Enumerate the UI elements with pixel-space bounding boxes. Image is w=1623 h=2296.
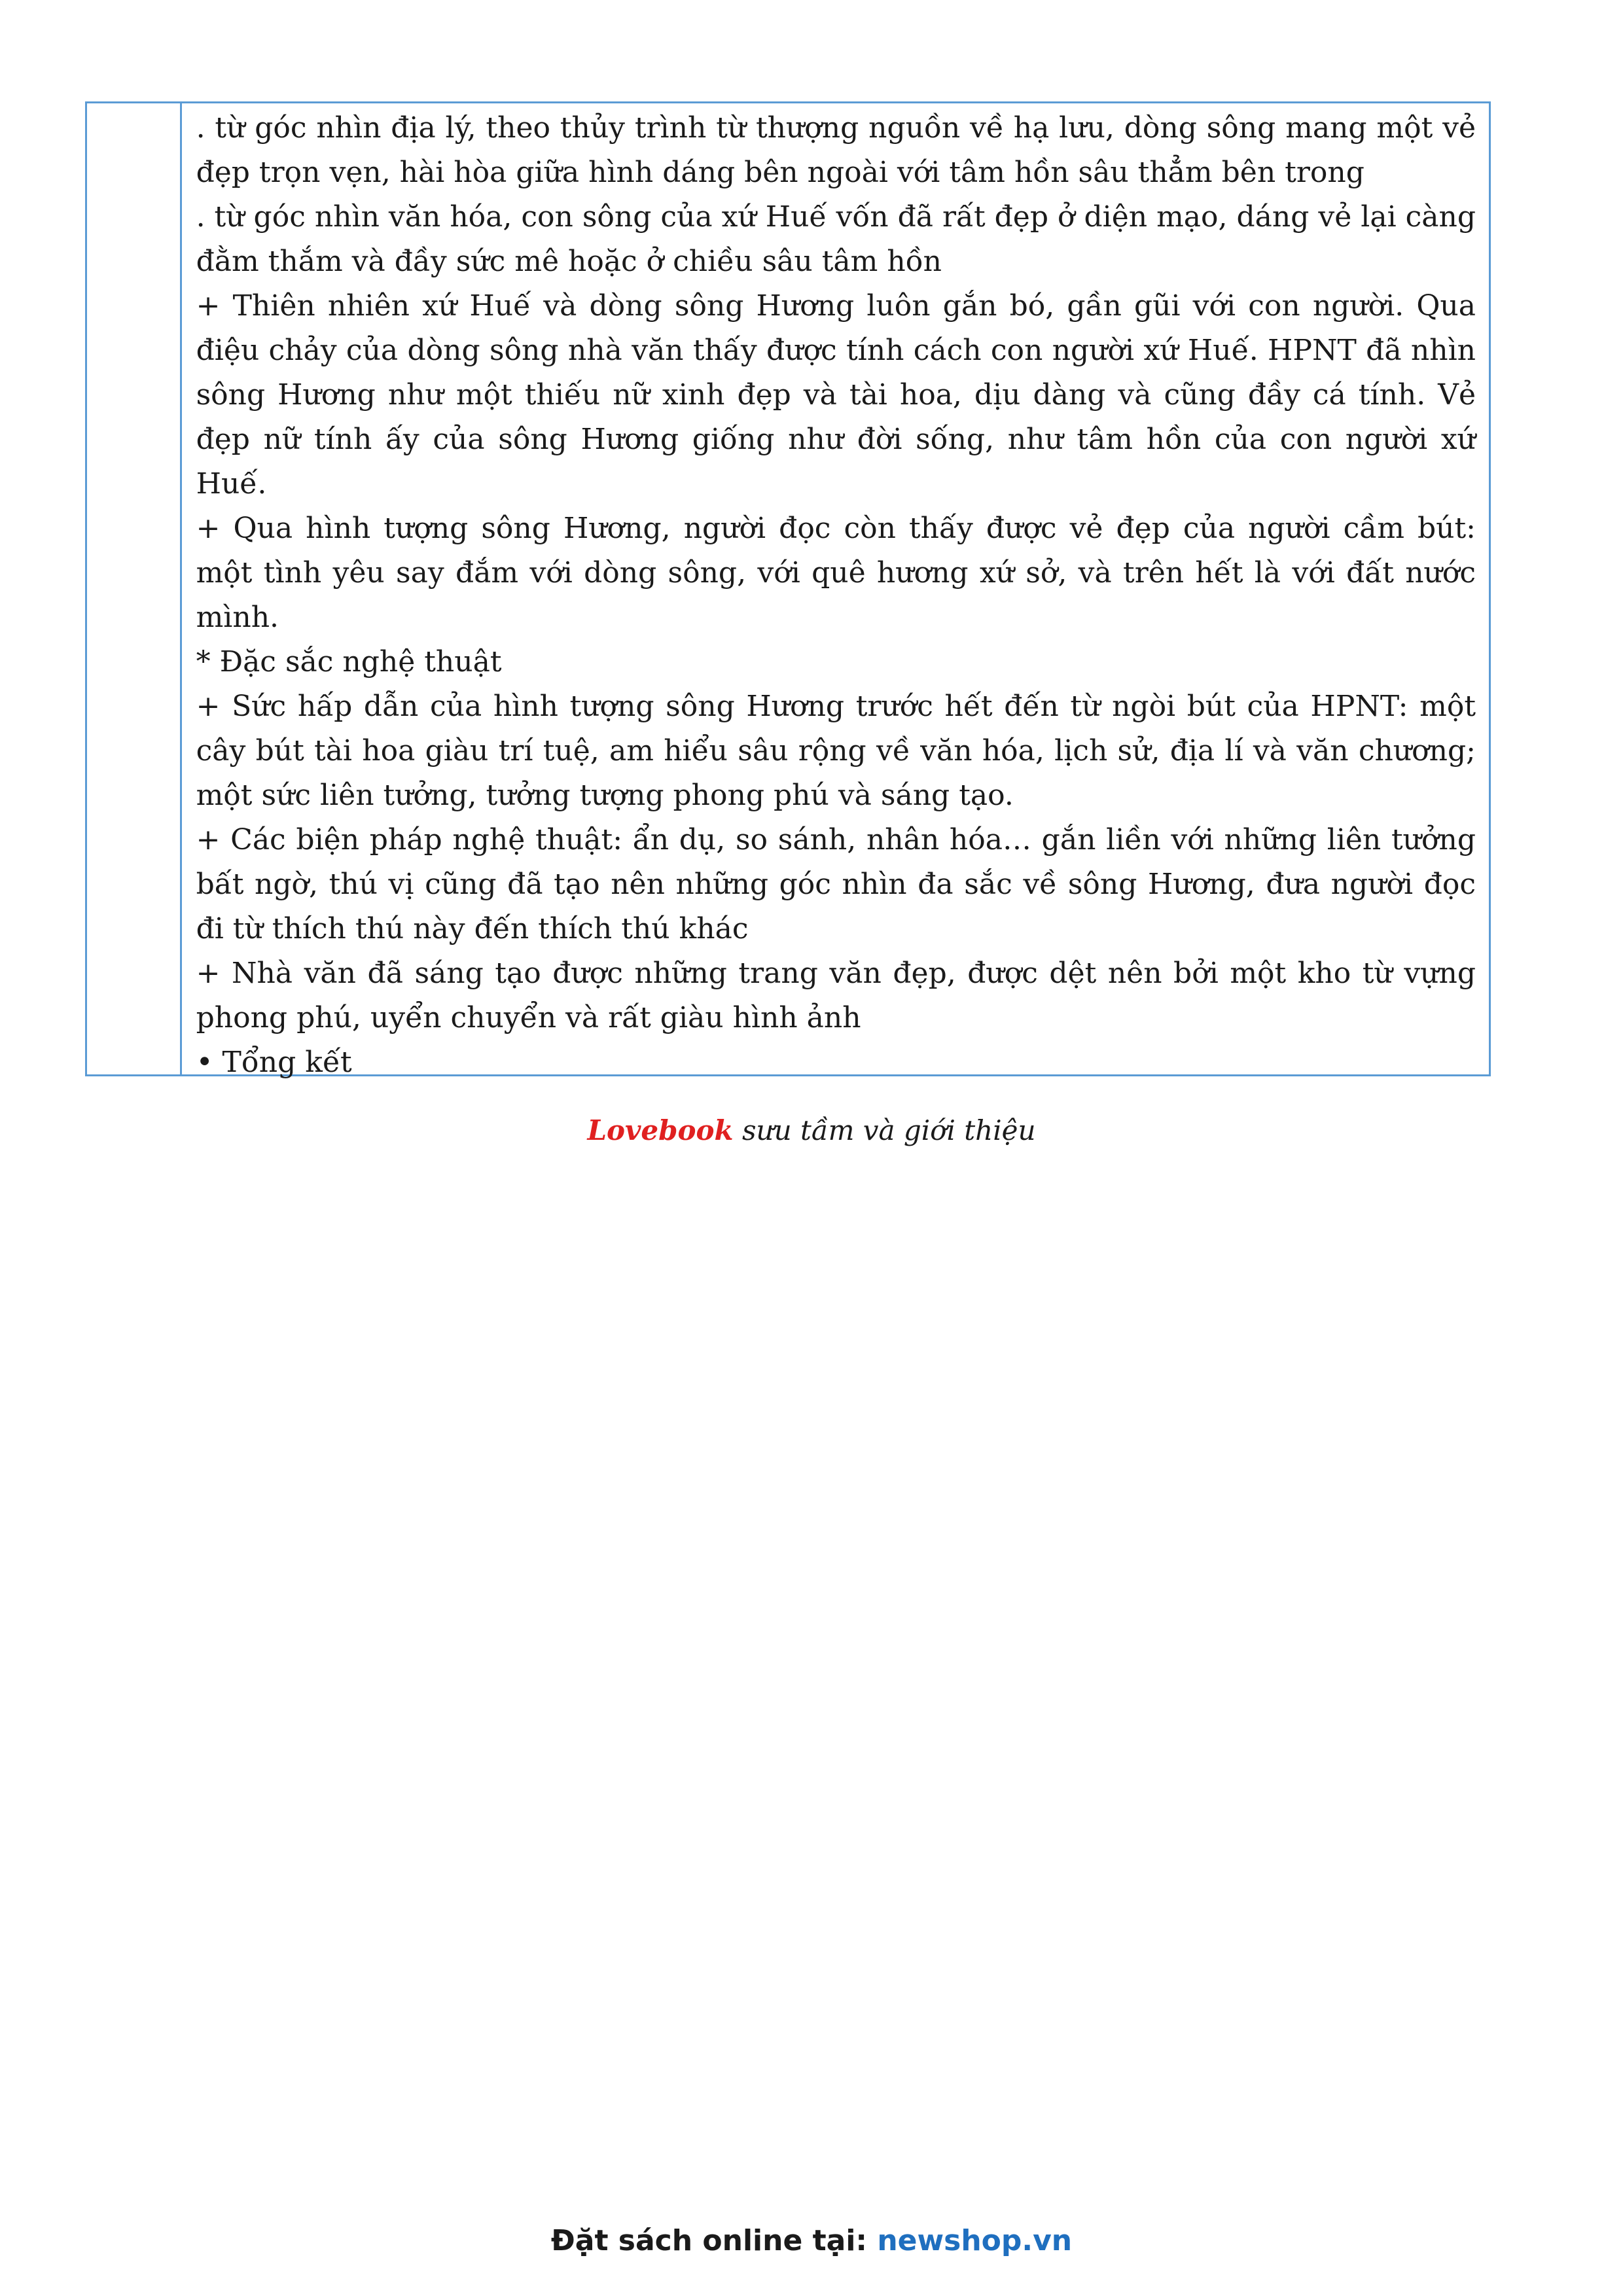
text-line: phong phú, uyển chuyển và rất giàu hình ảnh (196, 1001, 861, 1034)
table-left-cell (87, 103, 182, 1074)
text-line: + Sức hấp dẫn của hình tượng sông Hương trước hết đến từ ngòi bút của HPNT: một (196, 690, 1476, 723)
text-line: đẹp nữ tính ấy của sông Hương giống như đời sống, như tâm hồn của con người xứ (196, 423, 1476, 456)
text-line: + Qua hình tượng sông Hương, người đọc còn thấy được vẻ đẹp của người cầm bút: (196, 512, 1476, 545)
footer (0, 2221, 1623, 2261)
text-line: bất ngờ, thú vị cũng đã tạo nên những góc nhìn đa sắc về sông Hương, đưa người đọc (196, 868, 1476, 901)
credit-line (0, 1112, 1623, 1149)
text-line: Huế. (196, 467, 267, 501)
text-line: sông Hương như một thiếu nữ xinh đẹp và tài hoa, dịu dàng và cũng đầy cá tính. Vẻ (196, 378, 1476, 412)
text-line: + Thiên nhiên xứ Huế và dòng sông Hương luôn gắn bó, gần gũi với con người. Qua (196, 289, 1476, 323)
text-line: + Nhà văn đã sáng tạo được những trang văn đẹp, được dệt nên bởi một kho từ vựng (196, 957, 1476, 990)
credit-brand: Lovebook (587, 1114, 734, 1146)
text-line: . từ góc nhìn văn hóa, con sông của xứ Huế vốn đã rất đẹp ở diện mạo, dáng vẻ lại càng (196, 200, 1476, 234)
text-line: một sức liên tưởng, tưởng tượng phong phú và sáng tạo. (196, 779, 1014, 812)
text-line: đẹp trọn vẹn, hài hòa giữa hình dáng bên ngoài với tâm hồn sâu thẳm bên trong (196, 156, 1364, 189)
text-line: đi từ thích thú này đến thích thú khác (196, 912, 749, 945)
text-line: cây bút tài hoa giàu trí tuệ, am hiểu sâu rộng về văn hóa, lịch sử, địa lí và văn chương; (196, 734, 1476, 768)
text-line: mình. (196, 601, 279, 634)
text-line: . từ góc nhìn địa lý, theo thủy trình từ thượng nguồn về hạ lưu, dòng sông mang một vẻ (196, 111, 1476, 145)
content-table (85, 101, 1491, 1079)
text-line: một tình yêu say đắm với dòng sông, với quê hương xứ sở, và trên hết là với đất nước (196, 556, 1476, 590)
text-line: điệu chảy của dòng sông nhà văn thấy được tính cách con người xứ Huế. HPNT đã nhìn (196, 334, 1476, 367)
text-line: * Đặc sắc nghệ thuật (196, 645, 502, 679)
text-line: đằm thắm và đầy sức mê hoặc ở chiều sâu tâm hồn (196, 245, 942, 278)
table-text-cell (182, 103, 1489, 1079)
text-line: + Các biện pháp nghệ thuật: ẩn dụ, so sánh, nhân hóa… gắn liền với những liên tưởng (196, 823, 1476, 857)
credit-text: sưu tầm và giới thiệu (733, 1114, 1036, 1146)
footer-label: Đặt sách online tại: (550, 2224, 878, 2257)
text-line: • Tổng kết (196, 1046, 352, 1079)
footer-link[interactable]: newshop.vn (877, 2224, 1073, 2257)
